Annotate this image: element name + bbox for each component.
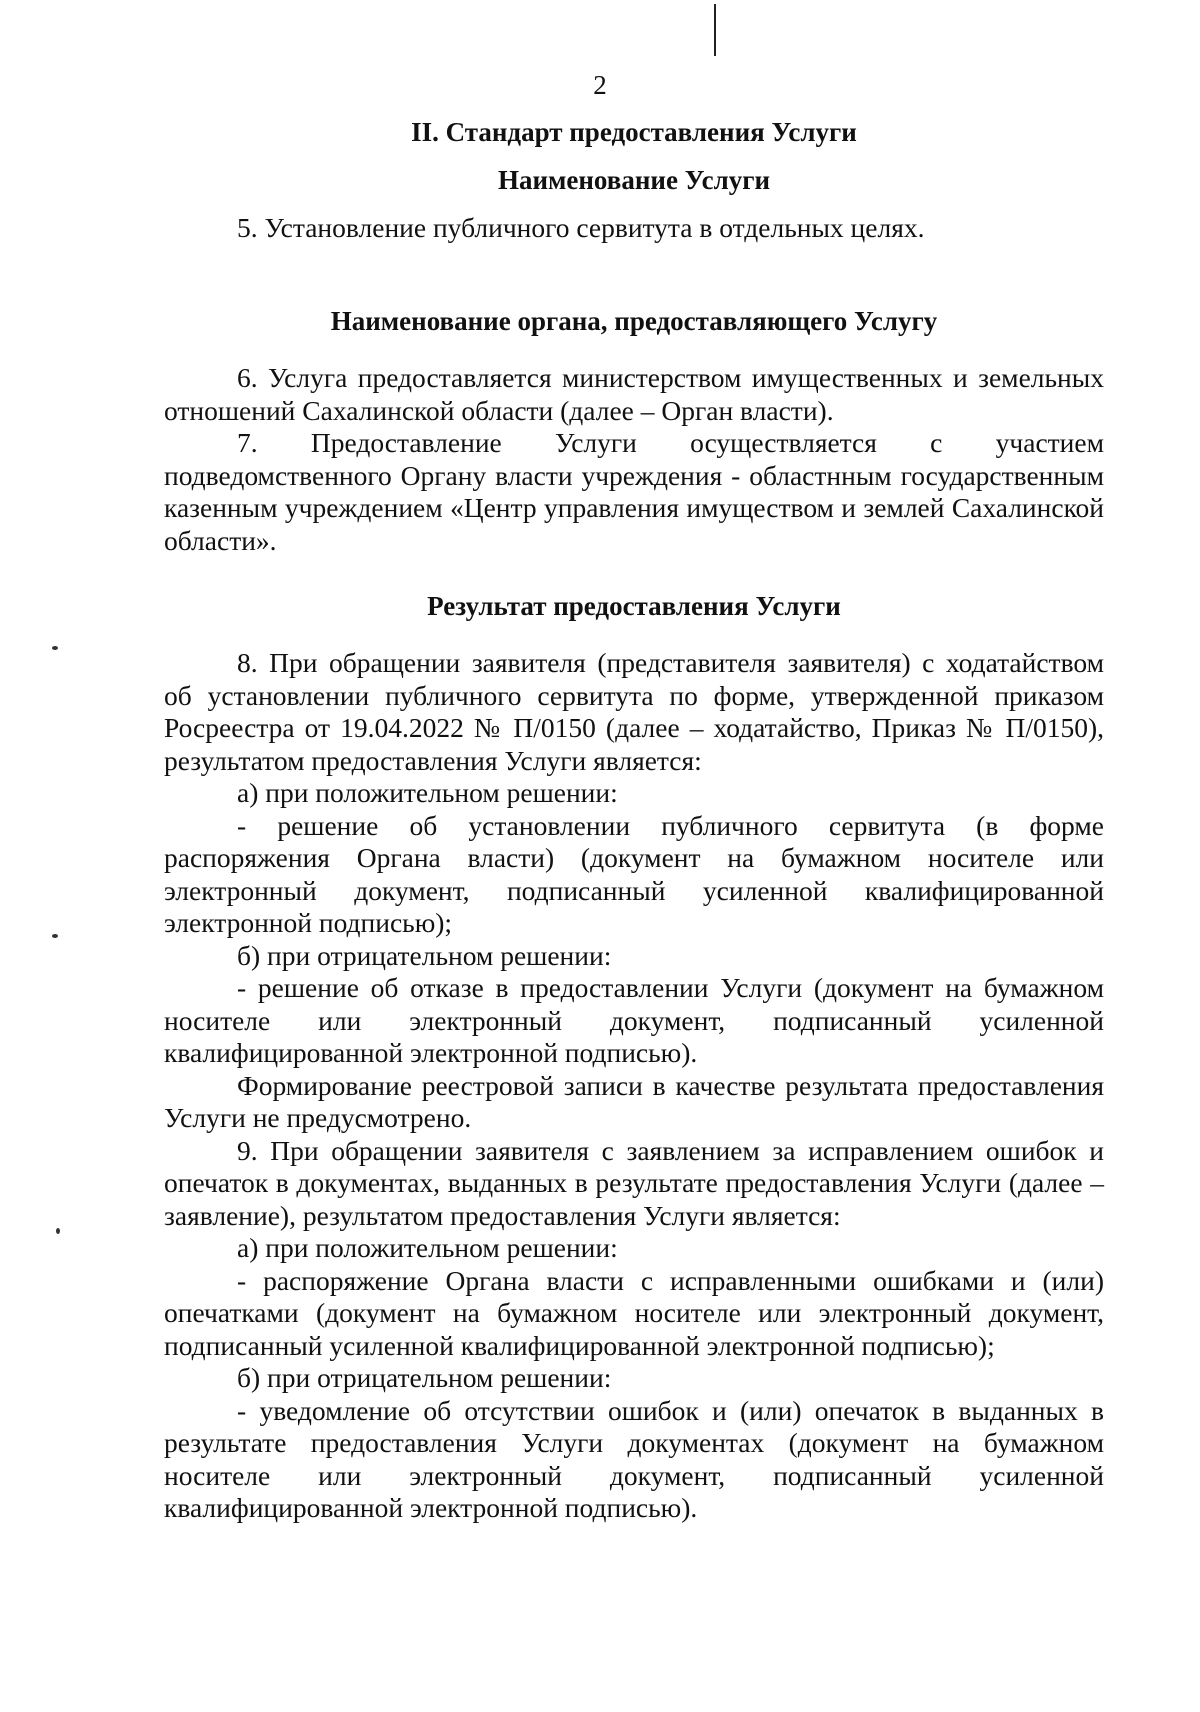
paragraph-8-b-item: - решение об отказе в предоставлении Услуги (документ на бумажном носителе или электронный документ, подписанный усиленной квалифицированной электронной подписью). bbox=[164, 972, 1104, 1068]
paragraph-9-a-item: - распоряжение Органа власти с исправленными ошибками и (или) опечатками (документ на бумажном носителе или электронный документ, подписанный усиленной квалифицированной электронной подписью); bbox=[164, 1264, 1104, 1361]
paragraph-9: 9. При обращении заявителя с заявлением за исправлением ошибок и опечаток в документах, выданных в результате предоставления Услуги (далее – заявление), результатом предоставления Услуги является: bbox=[164, 1134, 1104, 1231]
scan-speck bbox=[56, 1228, 60, 1234]
paragraph-8-note: Формирование реестровой записи в качестве результата предоставления Услуги не предусмотрено. bbox=[164, 1069, 1104, 1133]
paragraph-8-9-block bbox=[164, 647, 1104, 1525]
heading-authority: Наименование органа, предоставляющего Услугу bbox=[330, 306, 938, 336]
paragraphs-6-7-block bbox=[164, 362, 1104, 557]
section-title: II. Стандарт предоставления Услуги bbox=[411, 117, 857, 147]
scan-artifact-line bbox=[714, 4, 716, 56]
paragraph-5-block bbox=[164, 212, 1104, 245]
paragraph-8-b: б) при отрицательном решении: bbox=[237, 939, 612, 971]
paragraph-8-a-item: - решение об установлении публичного сервитута (в форме распоряжения Органа власти) (документ на бумажном носителе или электронный документ, подписанный усиленной квалифицированной электронной подписью); bbox=[164, 809, 1104, 938]
paragraph-9-b-item: - уведомление об отсутствии ошибок и (или) опечаток в выданных в результате предоставления Услуги документах (документ на бумажном носителе или электронный документ, подписанный усиленной квалифицированной электронной подписью). bbox=[164, 1394, 1104, 1523]
paragraph-5: 5. Установление публичного сервитута в отдельных целях. bbox=[237, 212, 925, 243]
paragraph-9-b: б) при отрицательном решении: bbox=[237, 1362, 612, 1393]
heading-result: Результат предоставления Услуги bbox=[427, 591, 841, 621]
scan-speck bbox=[52, 646, 58, 650]
paragraph-7: 7. Предоставление Услуги осуществляется с участием подведомственного Органу власти учреждения - областнным государственным казенным учреждением «Центр управления имуществом и землей Сахалинской области». bbox=[164, 427, 1104, 556]
paragraph-8: 8. При обращении заявителя (представителя заявителя) с ходатайством об установлении публичного сервитута по форме, утвержденной приказом Росреестра от 19.04.2022 № П/0150 (далее – ходатайство, Приказ № П/0150), результатом предоставления Услуги является: bbox=[164, 647, 1104, 776]
heading-service-name: Наименование Услуги bbox=[497, 165, 771, 195]
paragraph-6: 6. Услуга предоставляется министерством имущественных и земельных отношений Сахалинской области (далее – Орган власти). bbox=[164, 362, 1104, 426]
paragraph-8-a: а) при положительном решении: bbox=[237, 777, 618, 808]
scan-speck bbox=[52, 934, 58, 938]
paragraph-9-a: а) при положительном решении: bbox=[237, 1232, 618, 1263]
page-number: 2 bbox=[593, 70, 607, 100]
